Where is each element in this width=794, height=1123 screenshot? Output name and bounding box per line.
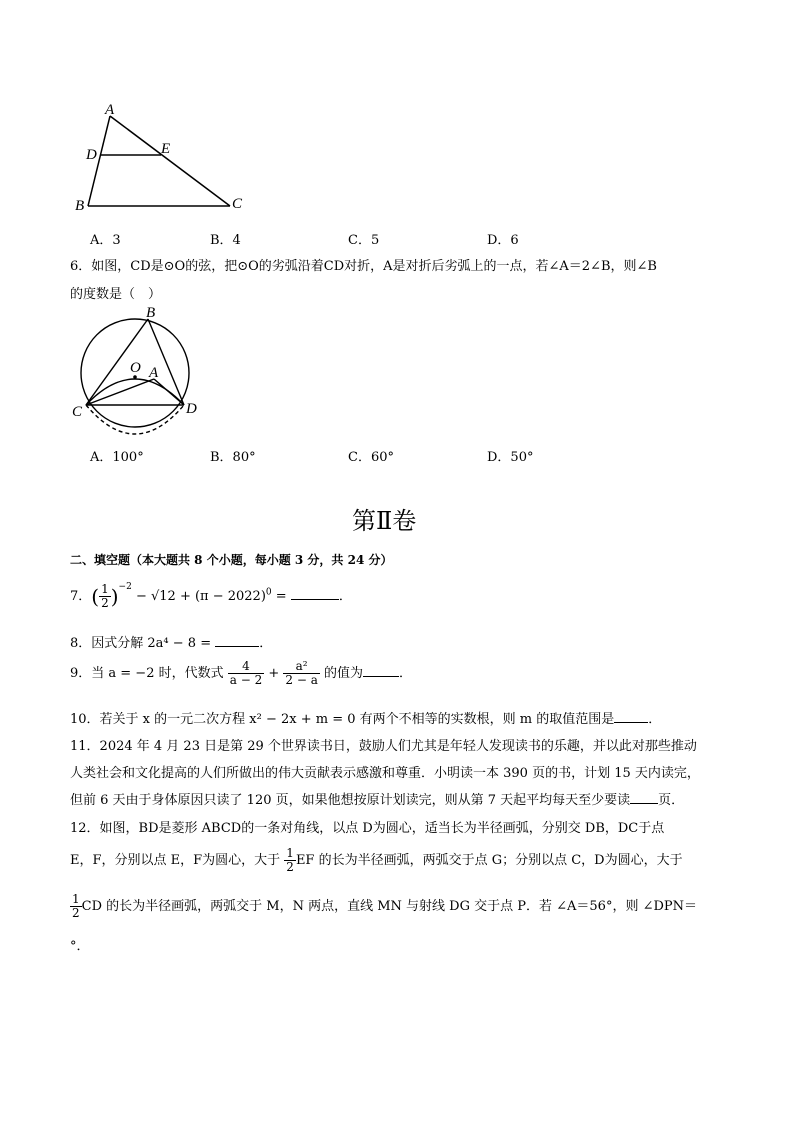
q12-line2-pre: E，F，分别以点 E，F为圆心，大于 (70, 853, 285, 868)
q9 (70, 660, 412, 687)
q11-line1: 11．2024 年 4 月 23 日是第 29 个世界读书日，鼓励人们尤其是年轻人发现读书的乐趣，并以此对那些推动 (70, 739, 697, 754)
q9-fraction-2: $\frac{\text{a²}}{2 - a}$ (285, 659, 318, 687)
q10-text: 10．若关于 x 的一元二次方程 x² − 2x + m = 0 有两个不相等的实数根，则 m 的取值范围是 (70, 712, 615, 727)
q7-exponent-zero: 0 (265, 587, 272, 598)
q12-half-fraction-1: $\frac{1}{2}$ (286, 846, 294, 874)
section-title: 第Ⅱ卷 (352, 507, 417, 535)
q6-option-a[interactable]: A．100° (90, 450, 144, 465)
q11-text: 但前 6 天由于身体原因只读了 120 页，如果他想按原计划读完，则从第 7 天起平均每天至少要读 (70, 793, 631, 808)
q7-rest: − √12 + (π − 2022) (131, 589, 266, 604)
q12-line3 (70, 893, 697, 920)
label-b: B (75, 198, 85, 214)
q6-option-b[interactable]: B．80° (210, 450, 256, 465)
q6-stem-line1: 6．如图，CD是⊙O的弦，把⊙O的劣弧沿着CD对折，A是对折后劣弧上的一点，若∠A＝2∠B，则∠B (70, 259, 657, 274)
q7-fraction: $\frac{1}{2}$ (101, 582, 109, 610)
q5-option-d[interactable]: D．6 (487, 233, 519, 248)
label-d: D (86, 147, 97, 163)
label-c: C (232, 196, 243, 212)
q12-half-fraction-2: $\frac{1}{2}$ (72, 892, 80, 920)
q9-fraction-1: $\frac{4}{a - 2}$ (229, 659, 263, 687)
label-o: O (130, 360, 141, 376)
q9-answer-blank[interactable] (363, 676, 399, 677)
q11-answer-blank[interactable] (630, 803, 658, 804)
q8-end: ． (259, 636, 273, 651)
label-b: B (146, 305, 156, 321)
segment-db (148, 319, 184, 405)
q7-end: ． (338, 589, 352, 604)
q12-line1: 12．如图，BD是菱形 ABCD的一条对角线，以点 D为圆心，适当长为半径画弧，分别交 DB，DC于点 (70, 821, 665, 836)
q7-equals: = (271, 589, 291, 604)
q6-option-c[interactable]: C．60° (348, 450, 394, 465)
q11-line2: 人类社会和文化提高的人们所做出的伟大贡献表示感激和尊重．小明读一本 390 页的书，计划 15 天内读完， (70, 766, 700, 781)
minor-arc-dashed (86, 405, 184, 434)
q8 (70, 632, 272, 651)
q12-line4 (70, 935, 90, 954)
q7-answer-blank[interactable] (291, 599, 339, 600)
q5-option-c[interactable]: C．5 (348, 233, 380, 248)
triangle-figure (70, 100, 260, 220)
q9-plus: + (264, 666, 284, 681)
q7: 7．( $\frac{1}{2}$ )$^{-2} - √12 + (\pi - 2022)^0$ = ． (70, 581, 352, 610)
q10-end: ． (648, 712, 662, 727)
q11-line3 (70, 789, 684, 808)
q12-end: °． (70, 939, 90, 954)
q6-stem-line2: 的度数是（ ） (70, 287, 162, 302)
q12-line2 (70, 847, 683, 874)
q9-text-post: 的值为 (319, 666, 364, 681)
q8-answer-blank[interactable] (215, 646, 259, 647)
label-a: A (105, 102, 115, 118)
label-d: D (186, 401, 197, 417)
q10-answer-blank[interactable] (614, 722, 648, 723)
q12-line3-post: CD 的长为半径画弧，两弧交于 M，N 两点，直线 MN 与射线 DG 交于点 P．若 ∠A＝56°，则 ∠DPN＝ (81, 899, 698, 914)
q5-option-b[interactable]: B．4 (210, 233, 241, 248)
label-a: A (149, 365, 159, 381)
segment-da (154, 379, 184, 405)
section2-heading: 二、填空题（本大题共 8 个小题，每小题 3 分，共 24 分） (70, 553, 393, 567)
q5-option-a[interactable]: A．3 (90, 233, 121, 248)
q7-exponent: −2 (118, 581, 132, 592)
q8-text: 8．因式分解 2a⁴ − 8 = (70, 636, 216, 651)
q7-number: 7． (70, 589, 92, 604)
q6-option-d[interactable]: D．50° (487, 450, 534, 465)
q10 (70, 708, 661, 727)
circle-figure (68, 305, 208, 440)
q9-text-pre: 9．当 a = −2 时，代数式 (70, 666, 228, 681)
q11-end: 页． (658, 793, 685, 808)
q9-end: ． (399, 666, 413, 681)
q12-line2-post: EF 的长为半径画弧，两弧交于点 G；分别以点 C，D为圆心，大于 (295, 853, 683, 868)
side-ac (110, 116, 230, 206)
label-e: E (161, 141, 171, 157)
label-c: C (72, 404, 83, 420)
